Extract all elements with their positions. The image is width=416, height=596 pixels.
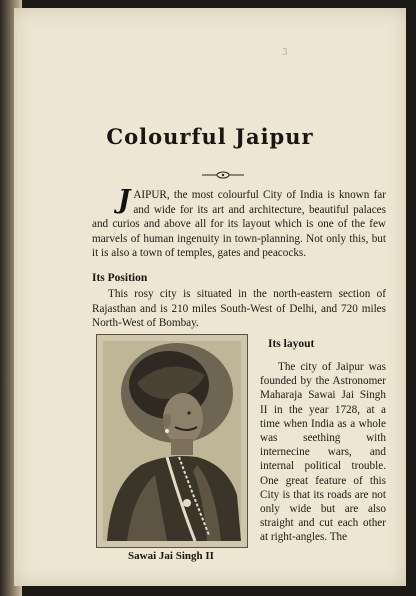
intro-paragraph xyxy=(92,185,386,261)
section-heading-position: Its Position xyxy=(92,272,148,284)
intro-text: AIPUR, the most colourful City of India is known far and wide for its art and architecture, beautiful palaces and curios and above all for its layout which is one of the few marvels of human ingenuity in town-planning. Not only this, but it is also a town of temples, gates and peacocks. xyxy=(92,189,386,260)
layout-paragraph: The city of Jaipur was founded by the Astronomer Maharaja Sawai Jai Singh II in the year 1728, at a time when India as a whole was seething with internecine wars, and internal political trouble. One great feature of this City is that its roads are not only wide but are also straight and cut each other at right-angles. The xyxy=(260,361,386,544)
page-title: Colourful Jaipur xyxy=(106,124,314,149)
portrait-illustration xyxy=(97,335,247,547)
position-paragraph: This rosy city is situated in the north-eastern section of Rajasthan and is 210 miles South-West of Delhi, and 720 miles North-West of Bombay. xyxy=(92,288,386,330)
book-page xyxy=(14,8,406,586)
drop-cap: J xyxy=(118,185,131,215)
ornament-divider-icon xyxy=(202,170,244,180)
portrait-photo xyxy=(96,334,248,548)
photo-caption: Sawai Jai Singh II xyxy=(128,550,214,562)
section-heading-layout: Its layout xyxy=(268,338,315,350)
page-number: 3 xyxy=(282,48,290,58)
